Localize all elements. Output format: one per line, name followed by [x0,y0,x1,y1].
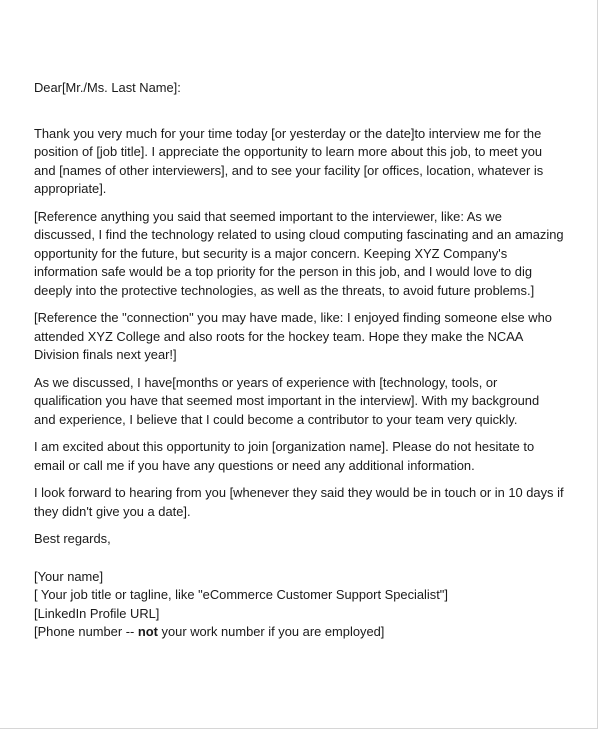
letter-greeting: Dear[Mr./Ms. Last Name]: [34,80,181,95]
signature-name: [Your name] [34,568,104,584]
phone-suffix: your work number if you are employed] [157,624,385,639]
paragraph-experience: As we discussed, I have[months or years of experience with [technology, tools, or qualification you have that seemed most important in the interview]. With my background and experience, I believe that I could become a contributor to your team very quickly. [34,374,540,427]
signature-title: [ Your job title or tagline, like "eCommerce Customer Support Specialist"] [34,587,448,602]
paragraph-interview-reference: [Reference anything you said that seemed important to the interviewer, like: As we discussed, I find the technology related to using cloud computing fascinating and an amazing opportunity for the future, but security is a major concern. Keeping XYZ Company's information safe would be a top priority for the person in this job, and I would love to dig deeply into the protective technologies, as well as the threats, to avoid future problems.] [34,208,564,298]
phone-emphasis: not [137,624,158,639]
paragraph-connection: [Reference the "connection" you may have made, like: I enjoyed finding someone else who attended XYZ College and also roots for the hockey team. Hope they make the NCAA Division finals next year!] [34,310,552,362]
paragraph-excitement: I am excited about this opportunity to join [organization name]. Please do not hesitate to email or call me if you have any questions or need any additional information. [34,439,535,473]
letter-closing: Best regards, [34,531,111,546]
thank-you-letter [34,79,564,642]
signature-linkedin: [LinkedIn Profile URL] [34,605,160,621]
signature-block [34,568,564,642]
signature-phone [34,623,564,642]
phone-prefix: [Phone number -- [34,624,138,639]
paragraph-thank-you: Thank you very much for your time today [or yesterday or the date]to interview me for the position of [job title]. I appreciate the opportunity to learn more about this job, to meet you and [names of other interviewers], and to see your facility [or offices, location, whatever is appropriate]. [34,125,544,196]
paragraph-follow-up: I look forward to hearing from you [whenever they said they would be in touch or in 10 days if they didn't give you a date]. [34,485,564,519]
